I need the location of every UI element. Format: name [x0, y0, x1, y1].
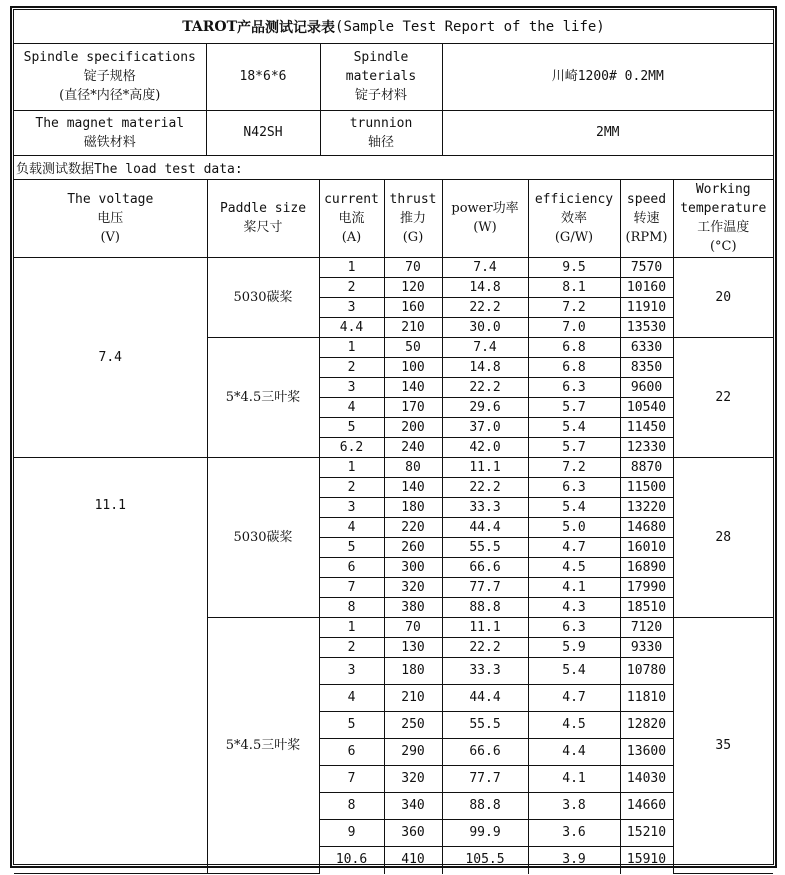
thrust-cell: 120 [384, 278, 442, 298]
power-cell: 88.8 [442, 793, 528, 820]
thrust-cell: 210 [384, 685, 442, 712]
load-test-table [14, 180, 773, 875]
speed-cell: 7570 [620, 258, 673, 278]
thrust-cell: 100 [384, 358, 442, 378]
spec-row-magnet [14, 110, 773, 155]
speed-cell: 13600 [620, 739, 673, 766]
power-cell: 22.2 [442, 478, 528, 498]
thrust-cell: 70 [384, 618, 442, 638]
efficiency-cell: 3.9 [528, 847, 620, 874]
speed-cell: 10540 [620, 398, 673, 418]
power-cell: 7.4 [442, 258, 528, 278]
current-cell: 3 [319, 498, 384, 518]
spindle-spec-label-cn: 锭子规格 [83, 69, 136, 85]
power-cell: 88.8 [442, 598, 528, 618]
header-temp-en2: temperature [680, 201, 767, 217]
efficiency-cell: 4.1 [528, 578, 620, 598]
header-current-unit: (A) [341, 229, 362, 245]
thrust-cell: 180 [384, 658, 442, 685]
thrust-cell: 70 [384, 258, 442, 278]
trunnion-label [320, 110, 442, 155]
spec-row-spindle [14, 44, 773, 110]
thrust-cell: 170 [384, 398, 442, 418]
thrust-cell: 220 [384, 518, 442, 538]
title-brand: TAROT [182, 18, 238, 35]
speed-cell: 8350 [620, 358, 673, 378]
power-cell: 42.0 [442, 438, 528, 458]
efficiency-cell: 6.3 [528, 478, 620, 498]
thrust-cell: 250 [384, 712, 442, 739]
thrust-cell: 290 [384, 739, 442, 766]
current-cell: 5 [319, 538, 384, 558]
magnet-label [14, 110, 206, 155]
thrust-cell: 200 [384, 418, 442, 438]
current-cell: 3 [319, 298, 384, 318]
header-current-cn: 电流 [338, 210, 365, 226]
power-cell: 66.6 [442, 739, 528, 766]
current-cell: 1 [319, 458, 384, 478]
current-cell: 4 [319, 685, 384, 712]
temperature-cell: 20 [673, 258, 773, 338]
thrust-cell: 380 [384, 598, 442, 618]
power-cell: 22.2 [442, 378, 528, 398]
load-test-body [14, 258, 773, 874]
spindle-materials-value: 川崎1200# 0.2MM [442, 44, 773, 110]
trunnion-value: 2MM [442, 110, 773, 155]
power-cell: 11.1 [442, 458, 528, 478]
efficiency-cell: 5.4 [528, 498, 620, 518]
power-cell: 33.3 [442, 498, 528, 518]
spindle-spec-label-note: (直径*内径*高度) [59, 88, 161, 104]
efficiency-cell: 5.7 [528, 438, 620, 458]
efficiency-cell: 5.4 [528, 418, 620, 438]
power-cell: 66.6 [442, 558, 528, 578]
efficiency-cell: 4.5 [528, 558, 620, 578]
efficiency-cell: 5.4 [528, 658, 620, 685]
current-cell: 8 [319, 598, 384, 618]
current-cell: 8 [319, 793, 384, 820]
spindle-spec-value: 18*6*6 [206, 44, 320, 110]
header-power-unit: (W) [473, 220, 497, 236]
current-cell: 7 [319, 578, 384, 598]
header-paddle-en: Paddle size [219, 201, 307, 217]
thrust-cell: 320 [384, 766, 442, 793]
thrust-cell: 360 [384, 820, 442, 847]
speed-cell: 9330 [620, 638, 673, 658]
efficiency-cell: 9.5 [528, 258, 620, 278]
header-current-en: current [324, 191, 379, 207]
efficiency-cell: 6.3 [528, 378, 620, 398]
header-efficiency-cn: 效率 [560, 210, 587, 226]
efficiency-cell: 6.8 [528, 338, 620, 358]
power-cell: 30.0 [442, 318, 528, 338]
thrust-cell: 410 [384, 847, 442, 874]
header-efficiency-unit: (G/W) [554, 229, 594, 245]
speed-cell: 15910 [620, 847, 673, 874]
power-cell: 77.7 [442, 578, 528, 598]
header-thrust-unit: (G) [402, 229, 424, 245]
current-cell: 6 [319, 739, 384, 766]
paddle-size-cell: 5*4.5三叶桨 [207, 338, 319, 458]
speed-cell: 13220 [620, 498, 673, 518]
efficiency-cell: 4.1 [528, 766, 620, 793]
current-cell: 7 [319, 766, 384, 793]
current-cell: 2 [319, 358, 384, 378]
test-report-sheet [10, 6, 777, 868]
power-cell: 105.5 [442, 847, 528, 874]
speed-cell: 8870 [620, 458, 673, 478]
power-cell: 44.4 [442, 518, 528, 538]
paddle-size-cell: 5*4.5三叶桨 [207, 618, 319, 874]
power-cell: 29.6 [442, 398, 528, 418]
header-temp-unit: (°C) [709, 239, 737, 255]
power-cell: 55.5 [442, 538, 528, 558]
efficiency-cell: 4.5 [528, 712, 620, 739]
speed-cell: 11450 [620, 418, 673, 438]
speed-cell: 18510 [620, 598, 673, 618]
efficiency-cell: 8.1 [528, 278, 620, 298]
current-cell: 6.2 [319, 438, 384, 458]
load-test-label: 负载测试数据The load test data: [14, 156, 773, 180]
header-temp-en1: Working [695, 182, 751, 198]
speed-cell: 15210 [620, 820, 673, 847]
efficiency-cell: 3.8 [528, 793, 620, 820]
speed-cell: 11500 [620, 478, 673, 498]
header-voltage-en: The voltage [67, 191, 154, 207]
speed-cell: 17990 [620, 578, 673, 598]
trunnion-label-en: trunnion [349, 115, 413, 131]
efficiency-cell: 4.3 [528, 598, 620, 618]
header-power [442, 180, 528, 258]
speed-cell: 14030 [620, 766, 673, 793]
thrust-cell: 180 [384, 498, 442, 518]
thrust-cell: 300 [384, 558, 442, 578]
current-cell: 2 [319, 638, 384, 658]
speed-cell: 13530 [620, 318, 673, 338]
magnet-label-cn: 磁铁材料 [83, 134, 136, 150]
header-current [319, 180, 384, 258]
speed-cell: 6330 [620, 338, 673, 358]
current-cell: 5 [319, 418, 384, 438]
power-cell: 77.7 [442, 766, 528, 793]
header-thrust [384, 180, 442, 258]
paddle-size-cell: 5030碳桨 [207, 458, 319, 618]
efficiency-cell: 5.7 [528, 398, 620, 418]
efficiency-cell: 7.2 [528, 458, 620, 478]
thrust-cell: 130 [384, 638, 442, 658]
current-cell: 10.6 [319, 847, 384, 874]
header-speed-unit: (RPM) [625, 229, 668, 245]
magnet-value: N42SH [206, 110, 320, 155]
power-cell: 22.2 [442, 298, 528, 318]
header-row [14, 180, 773, 258]
speed-cell: 16890 [620, 558, 673, 578]
title-en: (Sample Test Report of the life) [335, 18, 605, 35]
header-thrust-cn: 推力 [399, 210, 426, 226]
table-row [14, 258, 773, 278]
spindle-spec-label [14, 44, 206, 110]
header-paddle-cn: 桨尺寸 [243, 220, 283, 236]
header-voltage [14, 180, 207, 258]
current-cell: 5 [319, 712, 384, 739]
test-report-frame [13, 9, 774, 868]
efficiency-cell: 4.4 [528, 739, 620, 766]
current-cell: 2 [319, 278, 384, 298]
power-cell: 7.4 [442, 338, 528, 358]
thrust-cell: 260 [384, 538, 442, 558]
thrust-cell: 340 [384, 793, 442, 820]
header-efficiency-en: efficiency [534, 191, 614, 207]
trunnion-label-cn: 轴径 [367, 134, 394, 150]
power-cell: 22.2 [442, 638, 528, 658]
temperature-cell: 22 [673, 338, 773, 458]
table-row [14, 458, 773, 478]
efficiency-cell: 6.8 [528, 358, 620, 378]
title-cn: 产品测试记录表 [237, 19, 336, 36]
speed-cell: 12330 [620, 438, 673, 458]
spindle-materials-label-cn: 锭子材料 [354, 88, 407, 104]
current-cell: 6 [319, 558, 384, 578]
header-voltage-unit: (V) [100, 229, 121, 245]
current-cell: 4 [319, 398, 384, 418]
header-speed-en: speed [626, 191, 667, 207]
header-voltage-cn: 电压 [97, 210, 124, 226]
efficiency-cell: 7.0 [528, 318, 620, 338]
spindle-materials-label-en2: materials [345, 69, 417, 85]
current-cell: 3 [319, 658, 384, 685]
power-cell: 55.5 [442, 712, 528, 739]
speed-cell: 14680 [620, 518, 673, 538]
paddle-size-cell: 5030碳桨 [207, 258, 319, 338]
report-title [14, 10, 773, 44]
speed-cell: 16010 [620, 538, 673, 558]
header-efficiency [528, 180, 620, 258]
speed-cell: 10160 [620, 278, 673, 298]
efficiency-cell: 6.3 [528, 618, 620, 638]
power-cell: 37.0 [442, 418, 528, 438]
power-cell: 99.9 [442, 820, 528, 847]
spindle-materials-label-en1: Spindle [353, 50, 409, 66]
efficiency-cell: 5.0 [528, 518, 620, 538]
current-cell: 3 [319, 378, 384, 398]
efficiency-cell: 7.2 [528, 298, 620, 318]
thrust-cell: 160 [384, 298, 442, 318]
speed-cell: 14660 [620, 793, 673, 820]
efficiency-cell: 4.7 [528, 538, 620, 558]
current-cell: 1 [319, 338, 384, 358]
current-cell: 1 [319, 618, 384, 638]
header-speed-cn: 转速 [633, 210, 660, 226]
spec-table [14, 44, 773, 156]
speed-cell: 7120 [620, 618, 673, 638]
efficiency-cell: 5.9 [528, 638, 620, 658]
speed-cell: 9600 [620, 378, 673, 398]
current-cell: 9 [319, 820, 384, 847]
thrust-cell: 320 [384, 578, 442, 598]
thrust-cell: 240 [384, 438, 442, 458]
power-cell: 14.8 [442, 358, 528, 378]
thrust-cell: 80 [384, 458, 442, 478]
thrust-cell: 140 [384, 478, 442, 498]
header-speed [620, 180, 673, 258]
temperature-cell: 35 [673, 618, 773, 874]
current-cell: 4.4 [319, 318, 384, 338]
voltage-cell: 7.4 [14, 258, 207, 458]
thrust-cell: 210 [384, 318, 442, 338]
voltage-cell: 11.1 [14, 458, 207, 874]
efficiency-cell: 4.7 [528, 685, 620, 712]
header-paddle [207, 180, 319, 258]
power-cell: 11.1 [442, 618, 528, 638]
speed-cell: 11910 [620, 298, 673, 318]
spindle-materials-label [320, 44, 442, 110]
header-temperature [673, 180, 773, 258]
power-cell: 14.8 [442, 278, 528, 298]
temperature-cell: 28 [673, 458, 773, 618]
power-cell: 44.4 [442, 685, 528, 712]
spindle-spec-label-en: Spindle specifications [23, 50, 196, 66]
efficiency-cell: 3.6 [528, 820, 620, 847]
power-cell: 33.3 [442, 658, 528, 685]
magnet-label-en: The magnet material [35, 115, 185, 131]
thrust-cell: 140 [384, 378, 442, 398]
current-cell: 4 [319, 518, 384, 538]
current-cell: 2 [319, 478, 384, 498]
speed-cell: 10780 [620, 658, 673, 685]
header-thrust-en: thrust [389, 191, 437, 207]
speed-cell: 12820 [620, 712, 673, 739]
speed-cell: 11810 [620, 685, 673, 712]
thrust-cell: 50 [384, 338, 442, 358]
header-temp-cn: 工作温度 [697, 220, 750, 236]
header-power-label: power功率 [451, 201, 519, 217]
current-cell: 1 [319, 258, 384, 278]
